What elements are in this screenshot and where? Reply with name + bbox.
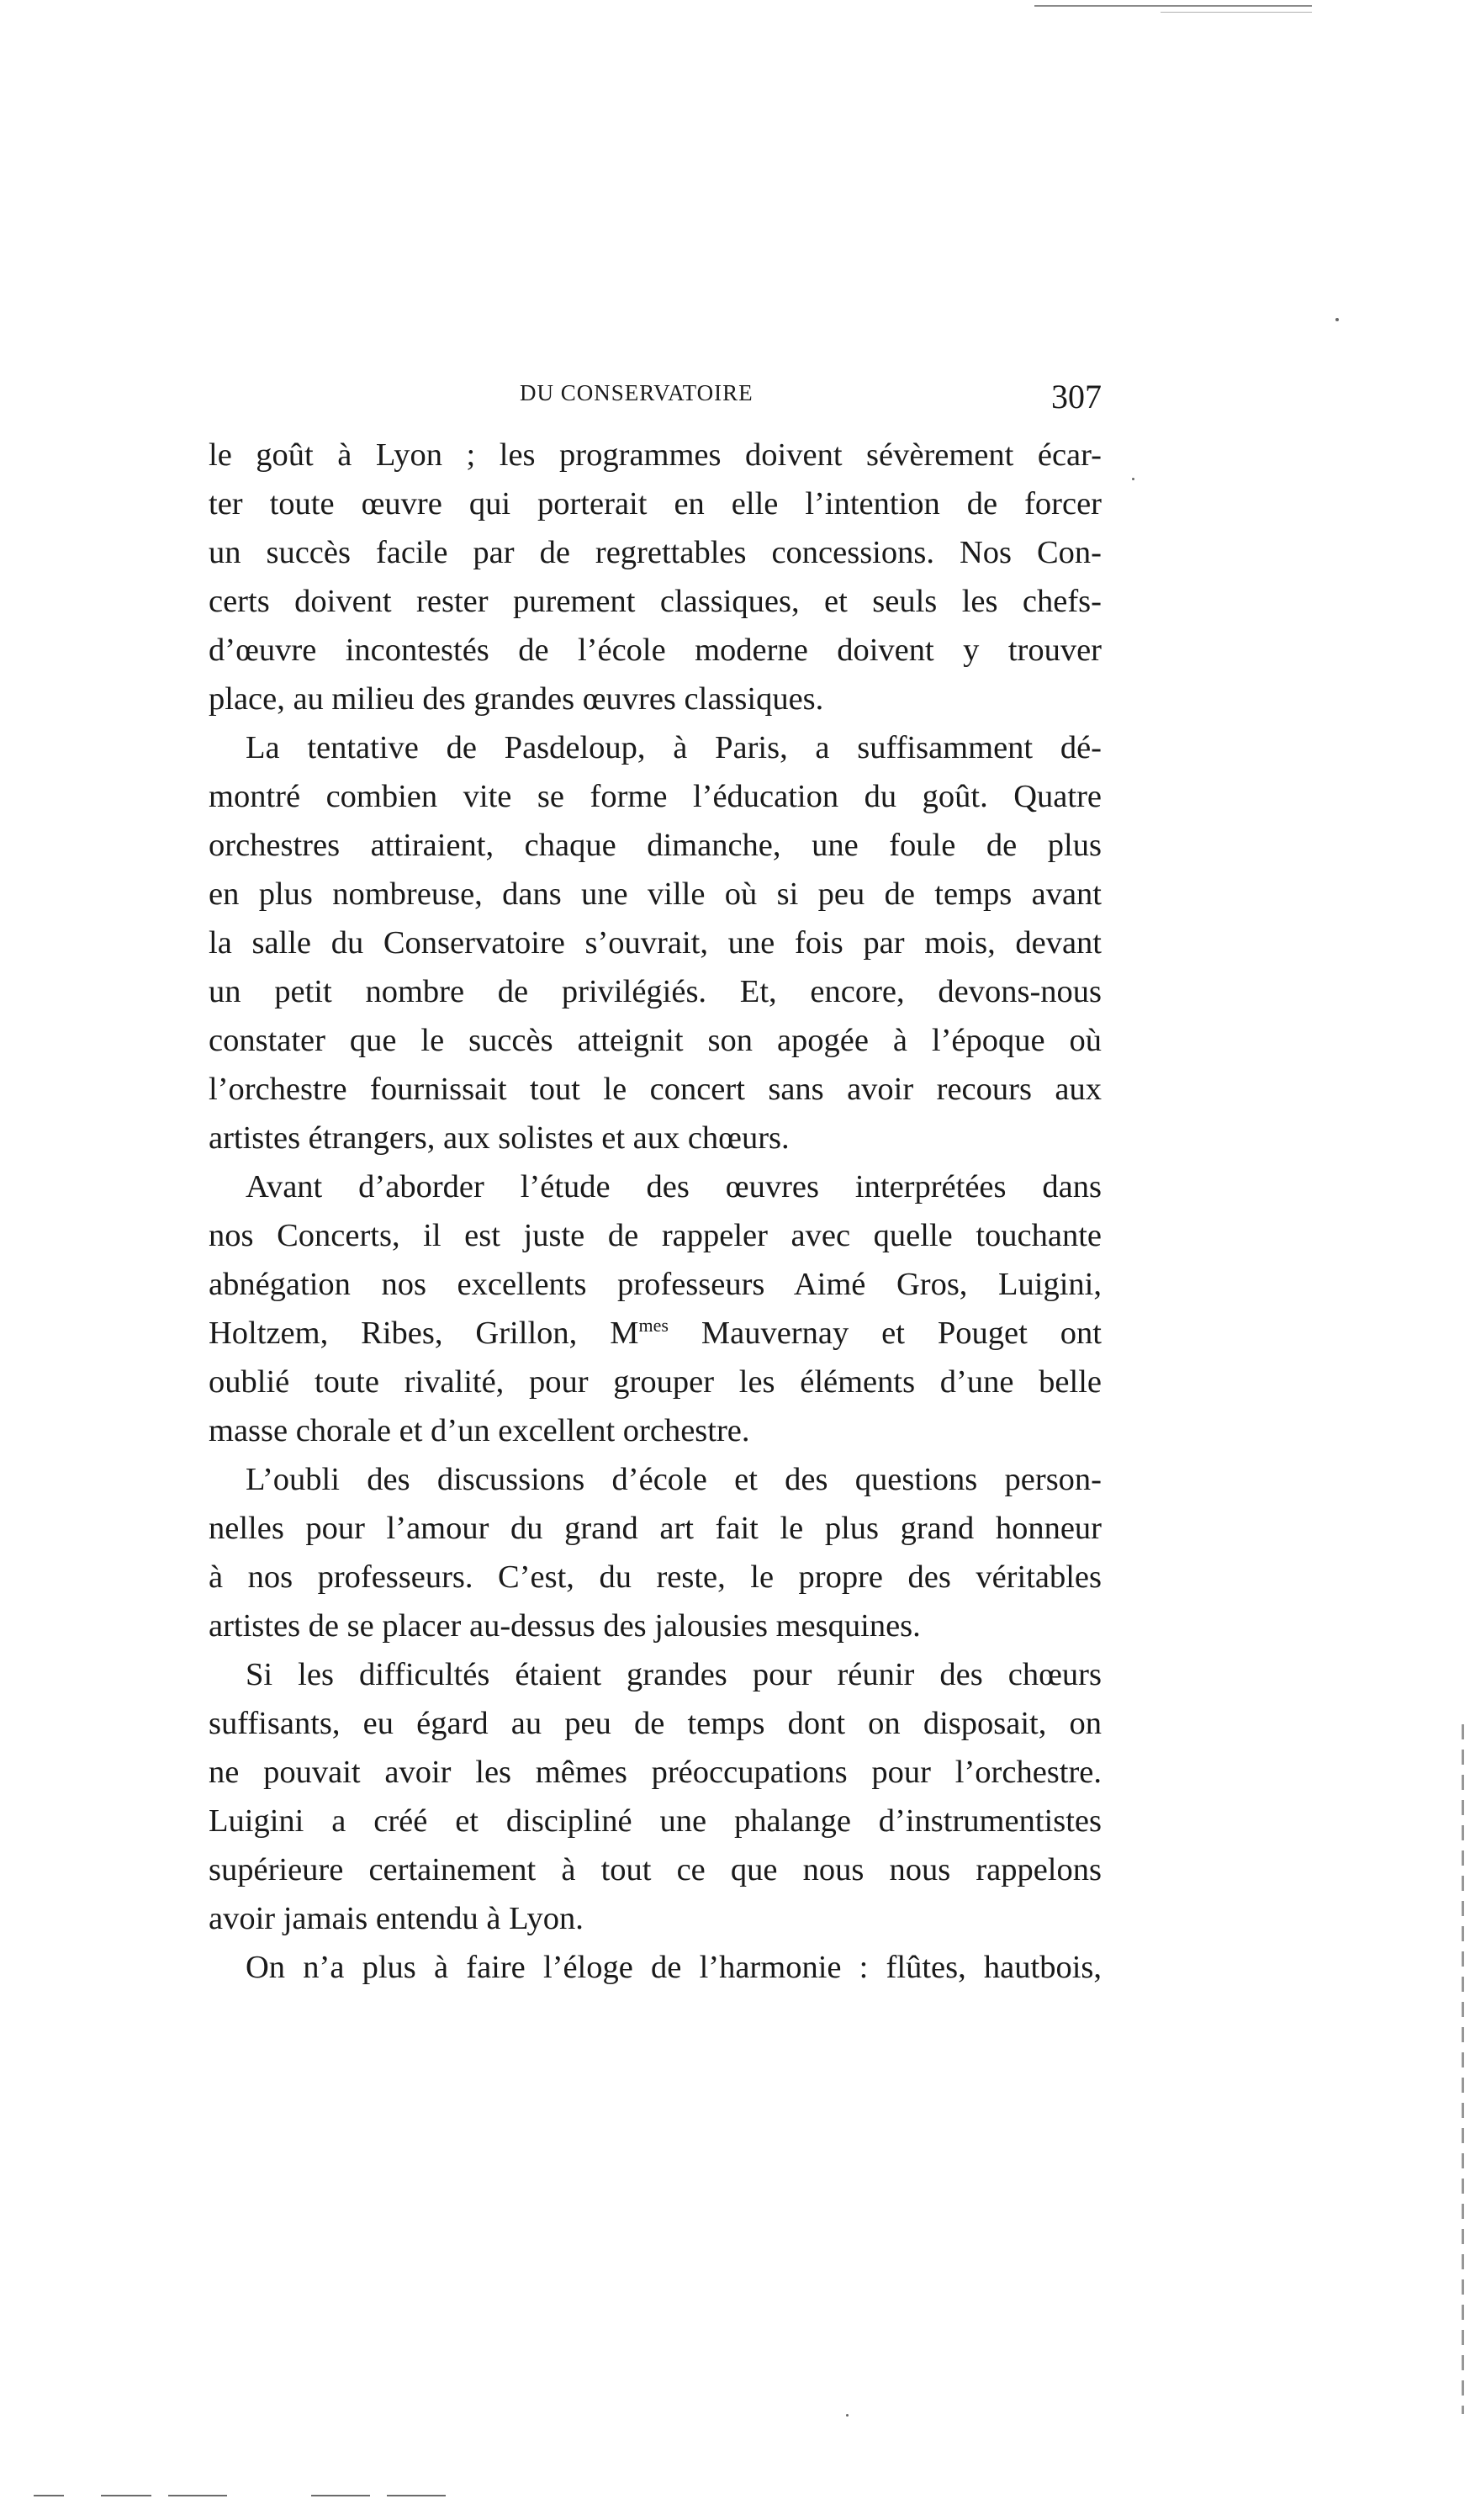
text-line: artistes de se placer au-dessus des jalousies mesquines.: [209, 1608, 921, 1644]
paragraph: [209, 1943, 1102, 1992]
scan-speck: [1335, 318, 1339, 321]
text-line: oublié toute rivalité, pour grouper les éléments d’une belle: [209, 1364, 1102, 1400]
scan-bottom-dash: [101, 2495, 151, 2496]
text-line: orchestres attiraient, chaque dimanche, une foule de plus: [209, 828, 1102, 863]
paragraph: [209, 431, 1102, 723]
text-line: On n’a plus à faire l’éloge de l’harmonie : flûtes, hautbois,: [246, 1950, 1102, 1985]
body-text: [209, 431, 1102, 1992]
text-line: le goût à Lyon ; les programmes doivent sévèrement écar-: [209, 437, 1102, 473]
scan-speck: [1132, 478, 1134, 480]
text-line: Luigini a créé et discipliné une phalange d’instrumentistes: [209, 1803, 1102, 1839]
text-line: La tentative de Pasdeloup, à Paris, a suffisamment dé-: [246, 730, 1102, 765]
text-line: avoir jamais entendu à Lyon.: [209, 1901, 584, 1936]
paragraph: [209, 1455, 1102, 1650]
text-line-with-superscript: [209, 1309, 1102, 1358]
text-line: constater que le succès atteignit son apogée à l’époque où: [209, 1023, 1102, 1058]
scan-bottom-dash: [168, 2495, 227, 2496]
text-line: ne pouvait avoir les mêmes préoccupations pour l’orchestre.: [209, 1755, 1102, 1790]
text-line: un succès facile par de regrettables concessions. Nos Con-: [209, 535, 1102, 570]
text-line: en plus nombreuse, dans une ville où si peu de temps avant: [209, 876, 1102, 912]
paragraph: [209, 1650, 1102, 1943]
text-line: Si les difficultés étaient grandes pour réunir des chœurs: [246, 1657, 1102, 1692]
text-line: masse chorale et d’un excellent orchestre.: [209, 1413, 750, 1448]
text-line: supérieure certainement à tout ce que nous nous rappelons: [209, 1852, 1102, 1887]
scan-right-edge-shadow: [1462, 1724, 1464, 2414]
text-line: certs doivent rester purement classiques, et seuls les chefs-: [209, 584, 1102, 619]
text-line: à nos professeurs. C’est, du reste, le propre des véritables: [209, 1559, 1102, 1595]
paragraph: [209, 723, 1102, 1162]
text-line: abnégation nos excellents professeurs Aimé Gros, Luigini,: [209, 1267, 1102, 1302]
text-line: montré combien vite se forme l’éducation du goût. Quatre: [209, 779, 1102, 814]
text-line: l’orchestre fournissait tout le concert sans avoir recours aux: [209, 1072, 1102, 1107]
text-line: Avant d’aborder l’étude des œuvres interprétées dans: [246, 1169, 1102, 1204]
text-line: ter toute œuvre qui porterait en elle l’intention de forcer: [209, 486, 1102, 521]
text-line: nelles pour l’amour du grand art fait le plus grand honneur: [209, 1511, 1102, 1546]
text-line: la salle du Conservatoire s’ouvrait, une fois par mois, devant: [209, 925, 1102, 961]
text-line: nos Concerts, il est juste de rappeler avec quelle touchante: [209, 1218, 1102, 1253]
scan-bottom-dash: [387, 2495, 446, 2496]
text-line: artistes étrangers, aux solistes et aux chœurs.: [209, 1120, 790, 1156]
scan-edge-line: [1034, 5, 1312, 7]
scan-bottom-dash: [34, 2495, 64, 2496]
superscript-abbreviation: mes: [638, 1315, 669, 1337]
paragraph: [209, 1162, 1102, 1455]
text-line: un petit nombre de privilégiés. Et, encore, devons-nous: [209, 974, 1102, 1009]
running-title: DU CONSERVATOIRE: [520, 380, 754, 405]
running-header: [209, 377, 1102, 427]
text-line: suffisants, eu égard au peu de temps dont on disposait, on: [209, 1706, 1102, 1741]
scan-bottom-dash: [311, 2495, 370, 2496]
text-line: place, au milieu des grandes œuvres classiques.: [209, 681, 824, 717]
text-fragment: Mauvernay et Pouget ont: [668, 1316, 1102, 1351]
scan-edge-line-secondary: [1161, 12, 1312, 13]
page-number: 307: [1051, 378, 1102, 416]
text-line: d’œuvre incontestés de l’école moderne doivent y trouver: [209, 633, 1102, 668]
text-line: L’oubli des discussions d’école et des questions person-: [246, 1462, 1102, 1497]
text-fragment: Holtzem, Ribes, Grillon, M: [209, 1316, 639, 1351]
scan-speck: [846, 2414, 849, 2417]
